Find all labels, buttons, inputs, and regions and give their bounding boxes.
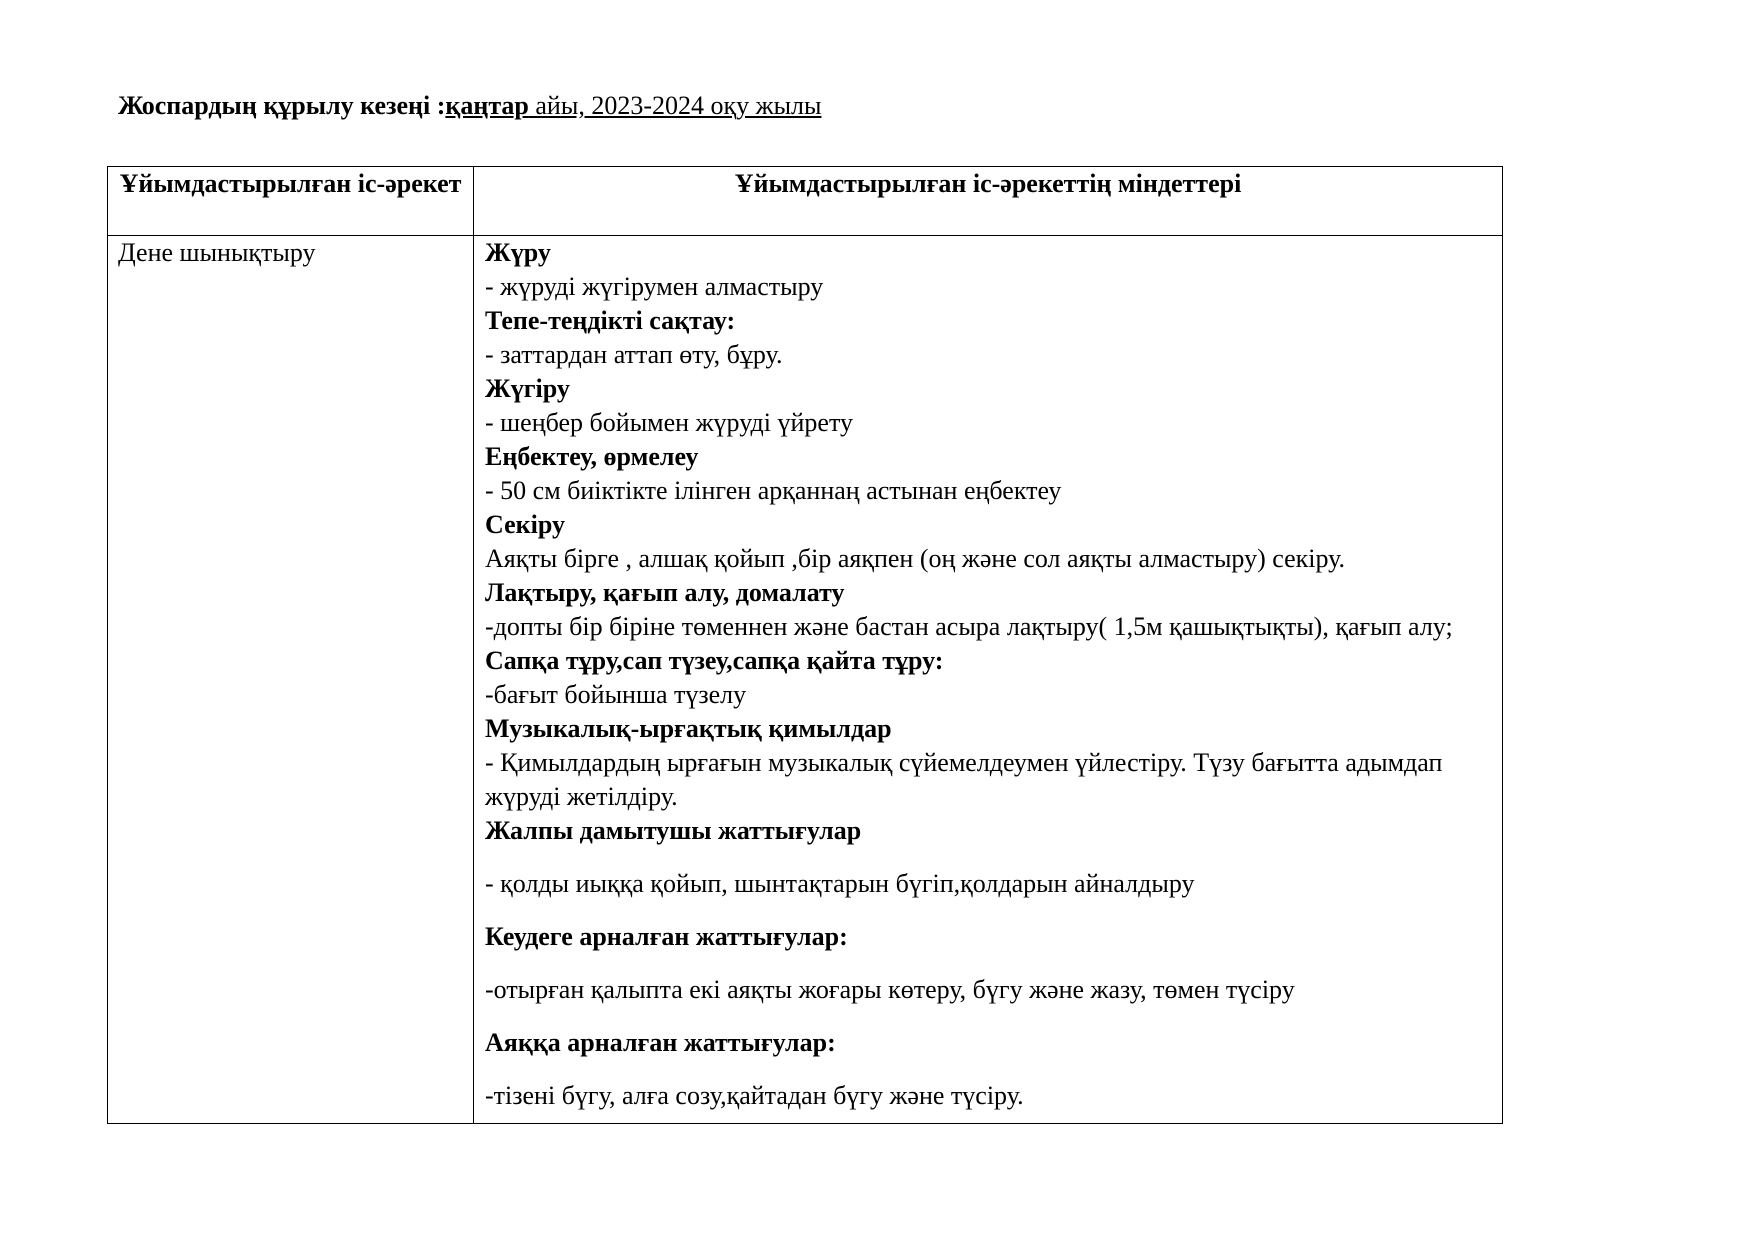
section-title: Музыкалық-ырғақтық қимылдар [485,714,892,743]
section-leg-exercises [485,1026,1490,1113]
table-row [108,236,1503,1124]
activity-name-cell: Дене шынықтыру [108,236,474,1124]
section-line: - жүруді жүгірумен алмастыру [485,272,824,301]
section-chest-exercises [485,920,1490,1007]
section-title: Сапқа тұру,сап түзеу,сапқа қайта тұру: [485,646,944,675]
section-line: - заттардан аттап өту, бұру. [485,340,783,369]
section-line: Аяқты бірге , алшақ қойып ,бір аяқпен (оң және сол аяқты алмастыру) секіру. [485,544,1346,573]
section-line: - шеңбер бойымен жүруді үйрету [485,408,853,437]
column-header-activity: Ұйымдастырылған іс-әрекет [108,167,474,236]
section-line: - 50 см биіктікте ілінген арқаннаң астынан еңбектеу [485,476,1062,505]
section-title: Аяққа арналған жаттығулар: [485,1028,836,1057]
section-title: Еңбектеу, өрмелеу [485,442,699,471]
section-title: Тепе-теңдікті сақтау: [485,306,736,335]
plan-period-heading [118,88,821,124]
section-throwing-catching [485,576,1490,644]
period-year: айы, 2023-2024 оқу жылы [528,91,822,120]
section-line: -тізені бүгу, алға созу,қайтадан бүгу және түсіру. [485,1081,1024,1110]
section-jumping [485,508,1490,576]
section-title: Жалпы дамытушы жаттығулар [485,816,862,845]
section-general-exercises [485,814,1490,901]
section-line: - Қимылдардың ырғағын музыкалық сүйемелдеумен үйлестіру. Түзу бағытта адымдап жүруді жетілдіру. [485,748,1443,811]
section-title: Кеудеге арналған жаттығулар: [485,922,848,951]
section-line: -бағыт бойынша түзелу [485,680,747,709]
section-line: -допты бір біріне төменнен және бастан асыра лақтыру( 1,5м қашықтықты), қағып алу; [485,612,1453,641]
tasks-cell [474,236,1503,1124]
period-month: қаңтар [445,91,529,120]
activity-plan-table [107,166,1503,1124]
period-label: Жоспардың құрылу кезеңі : [118,91,446,120]
column-header-tasks: Ұйымдастырылған іс-әрекеттің міндеттері [474,167,1503,236]
section-title: Лақтыру, қағып алу, домалату [485,578,845,607]
section-title: Секіру [485,510,565,539]
section-walking [485,236,1490,304]
section-line: -отырған қалыпта екі аяқты жоғары көтеру, бүгу және жазу, төмен түсіру [485,975,1295,1004]
section-line: - қолды иыққа қойып, шынтақтарын бүгіп,қолдарын айналдыру [485,869,1195,898]
table-header-row [108,167,1503,236]
section-crawling-climbing [485,440,1490,508]
section-balance [485,304,1490,372]
section-title: Жүру [485,238,551,267]
section-musical-rhythmic [485,712,1490,814]
section-title: Жүгіру [485,374,570,403]
section-running [485,372,1490,440]
section-formation [485,644,1490,712]
